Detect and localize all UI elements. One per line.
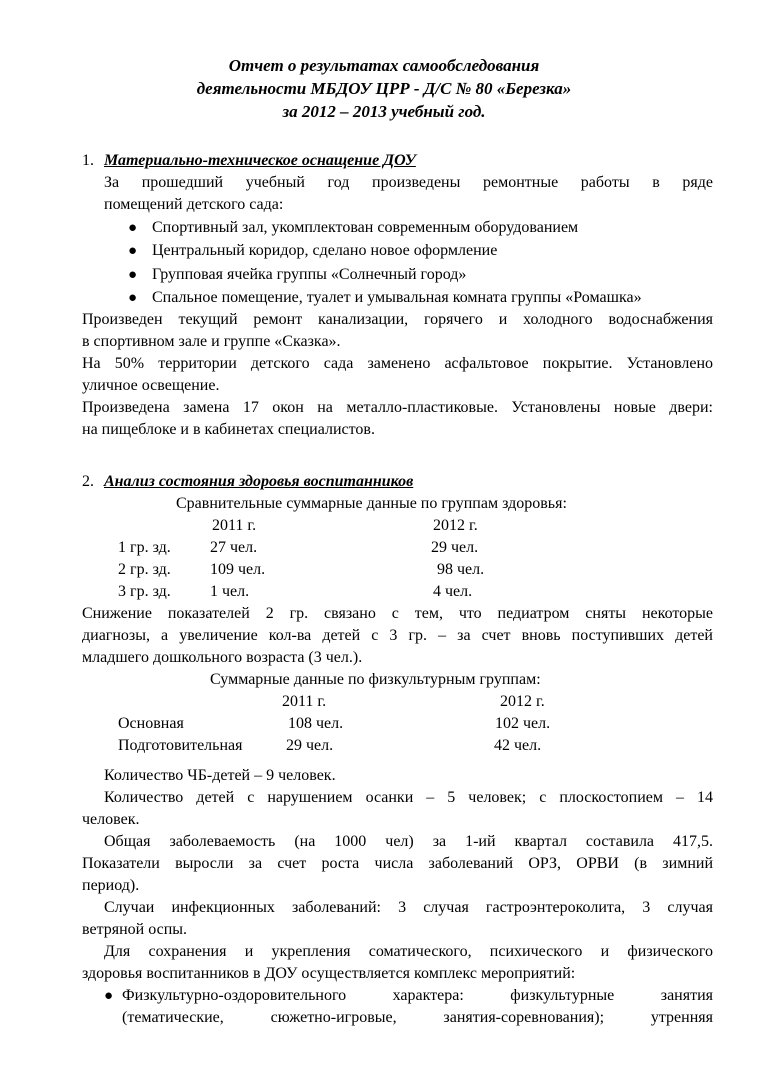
section-2-heading: Анализ состояния здоровья воспитанников — [104, 473, 414, 490]
table-cell: Подготовительная — [118, 737, 243, 754]
paragraph-line: на пищеблоке и в кабинетах специалистов. — [82, 421, 375, 438]
paragraph-line: Произведен текущий ремонт канализации, горячего и холодного водоснабжения — [82, 311, 713, 328]
health-table-year-2012: 2012 г. — [433, 517, 478, 534]
health-table-caption: Сравнительные суммарные данные по группам здоровья: — [176, 495, 567, 512]
table-cell: 109 чел. — [210, 561, 266, 578]
report-title-line-1: Отчет о результатах самообследования — [228, 56, 540, 75]
table-cell: 1 чел. — [210, 583, 250, 600]
bullet-icon: ● — [104, 988, 114, 1004]
section-1-intro-line-1: За прошедший учебный год произведены ремонтные работы в ряде — [104, 174, 713, 191]
table-cell: 4 чел. — [433, 583, 473, 600]
paragraph-line: На 50% территории детского сада заменено асфальтовое покрытие. Установлено — [82, 355, 713, 372]
bullet-icon: ● — [128, 267, 138, 283]
report-title-line-2: деятельности МБДОУ ЦРР - Д/С № 80 «Березка» — [196, 79, 572, 98]
paragraph-line: Случаи инфекционных заболеваний: 3 случая гастроэнтероколита, 3 случая — [104, 899, 713, 916]
paragraph-line: Количество ЧБ-детей – 9 человек. — [104, 767, 336, 784]
paragraph-line: ветряной оспы. — [82, 921, 188, 938]
section-2-number: 2. — [82, 473, 94, 490]
bullet-icon: ● — [128, 220, 138, 236]
paragraph-line: в спортивном зале и группе «Сказка». — [82, 333, 341, 350]
table-cell: 3 гр. зд. — [118, 583, 171, 600]
list-item: Физкультурно-оздоровительного характера: физкультурные занятия — [122, 987, 713, 1004]
paragraph-line: Количество детей с нарушением осанки – 5 человек; с плоскостопием – 14 — [104, 789, 713, 806]
table-cell: 102 чел. — [495, 715, 551, 732]
paragraph-line: Произведена замена 17 окон на металло-пластиковые. Установлены новые двери: — [82, 399, 713, 416]
list-item: (тематические, сюжетно-игровые, занятия-соревнования); утренняя — [122, 1009, 713, 1026]
bullet-icon: ● — [128, 290, 138, 306]
section-1-heading: Материально-техническое оснащение ДОУ — [104, 152, 416, 169]
paragraph-line: Общая заболеваемость (на 1000 чел) за 1-ий квартал составила 417,5. — [104, 833, 713, 850]
paragraph-line: Для сохранения и укрепления соматического, психического и физического — [104, 943, 713, 960]
table-cell: 29 чел. — [286, 737, 334, 754]
paragraph-line: здоровья воспитанников в ДОУ осуществляется комплекс мероприятий: — [82, 965, 576, 982]
list-item: Центральный коридор, сделано новое оформление — [152, 242, 498, 259]
section-1-intro-line-2: помещений детского сада: — [104, 196, 284, 213]
paragraph-line: Снижение показателей 2 гр. связано с тем, что педиатром сняты некоторые — [82, 605, 713, 622]
bullet-icon: ● — [128, 243, 138, 259]
paragraph-line: уличное освещение. — [82, 377, 220, 394]
paragraph-line: человек. — [82, 811, 140, 828]
list-item: Групповая ячейка группы «Солнечный город» — [152, 266, 467, 283]
pe-table-caption: Суммарные данные по физкультурным группам: — [210, 671, 541, 688]
table-cell: 27 чел. — [210, 539, 258, 556]
table-cell: 42 чел. — [494, 737, 542, 754]
table-cell: 2 гр. зд. — [118, 561, 171, 578]
table-cell: Основная — [118, 715, 184, 732]
paragraph-line: диагнозы, а увеличение кол-ва детей с 3 гр. – за счет вновь поступивших детей — [82, 627, 713, 644]
table-cell: 98 чел. — [437, 561, 485, 578]
table-cell: 108 чел. — [288, 715, 344, 732]
pe-table-year-2011: 2011 г. — [282, 693, 327, 710]
list-item: Спальное помещение, туалет и умывальная комната группы «Ромашка» — [152, 289, 642, 306]
list-item: Спортивный зал, укомплектован современным оборудованием — [152, 219, 579, 236]
pe-table-year-2012: 2012 г. — [500, 693, 545, 710]
health-table-year-2011: 2011 г. — [212, 517, 257, 534]
table-cell: 1 гр. зд. — [118, 539, 171, 556]
paragraph-line: Показатели выросли за счет роста числа заболеваний ОРЗ, ОРВИ (в зимний — [82, 855, 713, 872]
paragraph-line: младшего дошкольного возраста (3 чел.). — [82, 649, 363, 666]
paragraph-line: период). — [82, 877, 140, 894]
section-1-number: 1. — [82, 152, 94, 169]
table-cell: 29 чел. — [431, 539, 479, 556]
report-title-line-3: за 2012 – 2013 учебный год. — [282, 102, 486, 121]
